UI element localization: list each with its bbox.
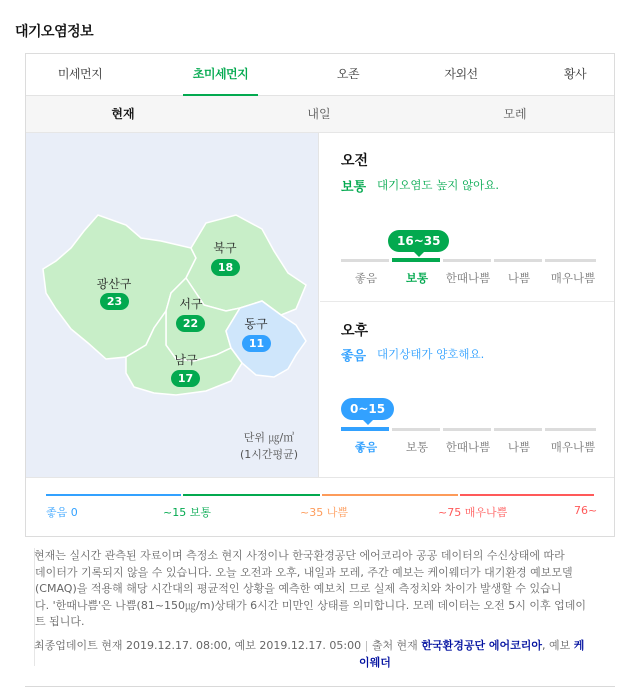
notice-line-2: 데이터가 기록되지 않을 수 있습니다. 오늘 오전과 오후, 내일과 모레, 주간 예보는 케이웨더가 대기환경 예보모델 xyxy=(35,565,573,579)
tab-ozone[interactable]: 오존 xyxy=(336,67,360,81)
level-bar-bad xyxy=(494,259,542,262)
notice-line-1: 현재는 실시간 관측된 자료이며 측정소 현지 사정이나 한국환경공단 에어코리아 공공 데이터의 수신상태에 따라 xyxy=(34,549,565,562)
notice-line-4: 다. '한때나쁨'은 나쁨(81~150㎍/m)상태가 6시간 미만인 상태를 의미합니다. 모레 데이터는 오전 5시 이후 업데이 xyxy=(35,598,586,612)
forecast-afternoon-status: 좋음 xyxy=(341,349,367,364)
forecast-morning-desc: 대기오염도 높지 않아요. xyxy=(377,178,500,192)
level-label-moderate: 보통 xyxy=(405,271,429,285)
legend-label-moderate: ~15 보통 xyxy=(163,506,211,519)
update-time: 최종업데이트 현재 2019.12.17. 08:00, 예보 2019.12.17. 05:00 xyxy=(34,639,362,652)
bottom-divider xyxy=(25,686,615,687)
region-name-dong: 동구 xyxy=(244,317,268,331)
tab-fine-dust[interactable]: 미세먼지 xyxy=(57,67,103,81)
source-airkorea-link[interactable]: 한국환경공단 에어코리아 xyxy=(421,639,543,652)
legend-bar-bad xyxy=(322,494,458,496)
region-value-dong[interactable]: 11 xyxy=(242,335,271,352)
source-kweather-link-part2[interactable]: 이웨더 xyxy=(359,656,391,669)
level-label-good: 좋음 xyxy=(354,271,378,285)
pm-level-bar-very-bad xyxy=(545,428,596,431)
level-bar-moderate-active xyxy=(392,258,440,262)
region-value-gwangsan[interactable]: 23 xyxy=(100,293,129,310)
source-forecast-label: , 예보 xyxy=(542,639,571,652)
legend-label-max: 76~ xyxy=(574,504,598,517)
forecast-panel xyxy=(320,133,614,477)
forecast-afternoon-range-pill xyxy=(341,398,394,420)
legend-label-very-bad: ~75 매우나쁨 xyxy=(438,506,508,519)
unit-label: 단위 ㎍/㎥ xyxy=(243,431,295,444)
source-label: 출처 현재 xyxy=(371,639,418,652)
forecast-divider xyxy=(320,301,614,302)
pm-level-bar-briefly-bad xyxy=(443,428,491,431)
region-value-seo[interactable]: 22 xyxy=(176,315,205,332)
region-map xyxy=(26,133,319,477)
level-label-briefly-bad: 한때나쁨 xyxy=(445,271,491,285)
pm-level-bar-moderate xyxy=(392,428,440,431)
notice-line-3: (CMAQ)을 적용해 해당 시간대의 평균적인 상황을 예측한 예보치 므로 실제 측정치와 차이가 발생할 수 있습니 xyxy=(35,582,562,595)
notice-line-5: 트 됩니다. xyxy=(35,615,85,628)
legend-label-good: 좋음 0 xyxy=(46,506,78,519)
region-value-nam[interactable]: 17 xyxy=(171,370,200,387)
pm-level-label-very-bad: 매우나쁨 xyxy=(550,440,596,454)
pollutant-tabs xyxy=(26,54,614,96)
forecast-afternoon-desc: 대기상태가 양호해요. xyxy=(377,347,485,361)
tab-yellow-dust[interactable]: 황사 xyxy=(563,67,587,81)
level-bar-briefly-bad xyxy=(443,259,491,262)
region-name-buk: 북구 xyxy=(213,241,237,255)
legend-bar-very-bad xyxy=(460,494,594,496)
level-label-bad: 나쁨 xyxy=(507,271,531,285)
region-name-gwangsan: 광산구 xyxy=(96,277,132,291)
level-bar-good xyxy=(341,259,389,262)
unit-period-label: (1시간평균) xyxy=(239,448,299,461)
forecast-afternoon-title: 오후 xyxy=(341,323,369,339)
level-bar-very-bad xyxy=(545,259,596,262)
tab-now[interactable]: 현재 xyxy=(111,107,135,121)
pm-level-label-briefly-bad: 한때나쁨 xyxy=(445,440,491,454)
tab-day-after[interactable]: 모레 xyxy=(503,107,527,121)
update-info xyxy=(34,637,614,671)
source-kweather-link-part1[interactable]: 케 xyxy=(573,639,585,652)
forecast-morning-title: 오전 xyxy=(341,153,369,169)
forecast-morning-range: 16~35 xyxy=(397,234,441,248)
legend-bar-moderate xyxy=(183,494,320,496)
level-label-very-bad: 매우나쁨 xyxy=(550,271,596,285)
forecast-morning-status: 보통 xyxy=(341,180,367,195)
tab-tomorrow[interactable]: 내일 xyxy=(307,107,331,121)
region-name-seo: 서구 xyxy=(179,297,203,311)
update-separator: | xyxy=(364,639,369,652)
tab-ultrafine-dust[interactable]: 초미세먼지 xyxy=(183,54,258,96)
forecast-morning-range-pill xyxy=(388,230,449,252)
legend-label-bad: ~35 나쁨 xyxy=(300,506,348,519)
region-name-nam: 남구 xyxy=(174,353,198,367)
region-value-buk[interactable]: 18 xyxy=(211,259,240,276)
pm-level-label-moderate: 보통 xyxy=(405,440,429,454)
pm-level-bar-good-active xyxy=(341,427,389,431)
forecast-afternoon-range: 0~15 xyxy=(350,402,386,416)
page-title: 대기오염정보 xyxy=(15,24,94,40)
legend-bar-good xyxy=(46,494,181,496)
air-quality-card xyxy=(25,53,615,537)
tab-uv[interactable]: 자외선 xyxy=(444,67,478,81)
pm-level-bar-bad xyxy=(494,428,542,431)
pm-level-label-bad: 나쁨 xyxy=(507,440,531,454)
level-legend xyxy=(26,477,614,537)
pm-level-label-good: 좋음 xyxy=(354,440,378,454)
day-tabs xyxy=(26,96,614,133)
